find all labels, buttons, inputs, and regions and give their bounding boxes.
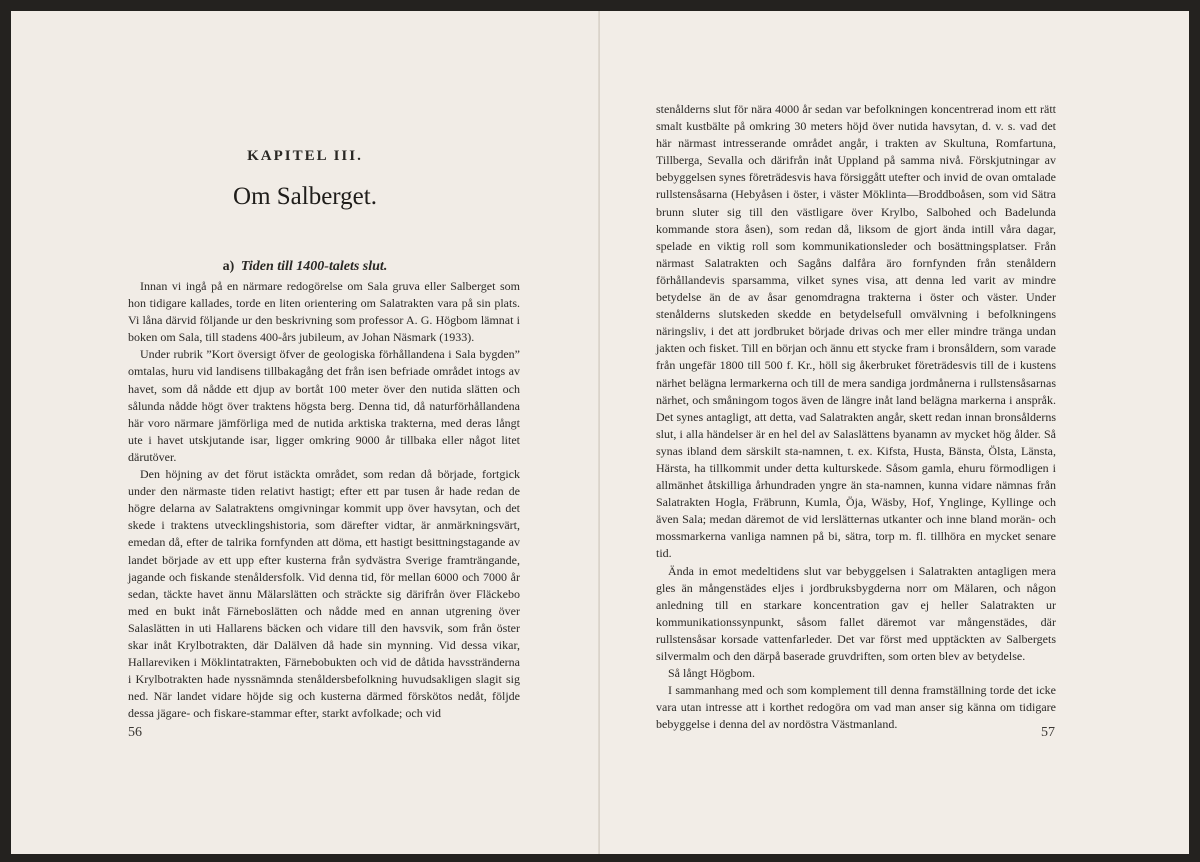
section-label: a) bbox=[222, 259, 235, 274]
paragraph: Innan vi ingå på en närmare redogörelse om Sala gruva eller Salberget som hon tidigare kallades, torde en liten orientering om Salatrakten vara på sin plats. Vi låna därvid följande ur den beskrivning som professor A. G. Högbom lämnat i boken om Sala, till stadens 400-års jubileum, av Johan Näsmark (1933). bbox=[128, 279, 520, 345]
left-body-text bbox=[128, 278, 520, 722]
paragraph: Så långt Högbom. bbox=[668, 666, 755, 681]
chapter-label: KAPITEL III. bbox=[247, 148, 363, 164]
section-heading bbox=[11, 259, 599, 275]
page-number-left: 56 bbox=[128, 725, 142, 740]
right-body-text bbox=[656, 101, 1056, 733]
paragraph: Under rubrik ”Kort översigt öfver de geologiska förhållandena i Sala bygden” omtalas, huru vid landisens tillbakagång det från isen befriade området intogs av havet, som då nådde ett djup av bortåt 100 meter över den nutida slätten och sålunda nådde högt över traktens högsta berg. Denna tid, då naturförhållandena här voro närmare jämförliga med de nutida arktiska trakterna, med deras långt ute i havet utskjutande isar, ligger omkring 9000 år tillbaka eller något litet därutöver. bbox=[128, 347, 520, 464]
page-number-right: 57 bbox=[1041, 725, 1055, 740]
chapter-title: Om Salberget. bbox=[233, 183, 377, 210]
paragraph: I sammanhang med och som komplement till denna framställning torde det icke vara utan intresse att i korthet redogöra om vad man anser sig känna om tidigare bebyggelse i denna del av nordöstra Västmanland. bbox=[656, 683, 1056, 732]
paragraph: stenålderns slut för nära 4000 år sedan var befolkningen koncentrerad inom ett rätt smalt kustbälte på omkring 30 meters höjd över nutida havsytan, d. v. s. vad det här närmast intresserande området angår, i trakten av Skultuna, Romfartuna, Tillberga, Sevalla och därifrån inåt Uppland på samma nivå. Förskjutningar av bebyggelsen synes företrädesvis hava försiggått utefter och invid de ovan omtalade rullstensåsarna (Hebyåsen i öster, i väster Möklinta—Broddboåsen, som vid Sätra brunn sluter sig till den västligare över Krylbo, Salbohed och Badelunda kommande stora åsen), som redan då, liksom de gjort ända intill våra dagar, spelade en viktig roll som kommunikationsleder och bosättningsplatser. Från närmast Salatrakten och Sagåns dalfåra äro fornfynden från stenåldern förhållandevis sparsamma, vilket synes visa, att denna led varit av mindre betydelse än de av åsar genomdragna trakterna i öster och väster. Under stenålderns slutskeden skedde en betydelsefull omvälvning i befolkningens näringsliv, i det att jordbruket började drivas och mer eller mindre tränga undan jakten och fisket. Till en början och ännu ett stycke fram i bronsåldern, som varade från ungefär 1800 till 500 f. Kr., höll sig åkerbruket företrädesvis till de i kustens närhet belägna lermarkerna och till de mera sandiga jordmånerna i rullstensåsarnas närhet, och småningom togos även de längre inåt land belägna markerna i anspråk. Det synes antagligt, att detta, vad Salatrakten angår, skett redan innan bronsålderns slut, i alla händelser är en hel del av Salaslättens byanamn av mycket hög ålder. Så synas ibland dem särskilt sta-namnen, t. ex. Kifsta, Husta, Bänsta, Ölsta, Länsta, Härsta, ha tillkommit under detta kulturskede. Såsom gamla, ehuru förmodligen i allmänhet åtskilliga århundraden yngre än sta-namnen, kunna vidare nämnas från Salatrakten Hogla, Fräbrunn, Kumla, Öja, Wäsby, Hof, Ynglinge, Kyllinge och även Sala; medan däremot de vid lerslätternas utkanter och inne bland morän- och mossmarkerna vanliga namnen på bi, sätra, torp m. fl. tillhöra en mycket senare tid. bbox=[656, 102, 1056, 561]
section-title: Tiden till 1400-talets slut. bbox=[240, 259, 388, 274]
paragraph: Ända in emot medeltidens slut var bebyggelsen i Salatrakten antagligen mera gles än mångenstädes eljes i jordbruksbygderna norr om Mälaren, och någon anledning till en starkare koncentration gav ej heller Salatrakten ur kommunikationssynpunkt, såsom fallet däremot var mångenstädes, där rullstensåsar korsade vattenfarleder. Det var först med upptäckten av Salbergets silvermalm och den därpå baserade gruvdriften, som orten blev av betydelse. bbox=[656, 563, 1056, 663]
paragraph: Den höjning av det förut istäckta området, som redan då började, fortgick under den närmaste tiden relativt hastigt; efter ett par tusen år hade redan de högre delarna av Salatraktens omgivningar kommit upp över havsytan, och det skede i traktens utvecklingshistoria, som därefter vidtar, är anmärkningsvärt, emedan då, efter de talrika fornfynden att döma, ett hastigt besittningstagande av landet började av ett upp efter kusterna från sydvästra Sverige framträngande, jagande och fiskande stenåldersfolk. Vid denna tid, för mellan 6000 och 7000 år sedan, täckte havet ännu Mälarslätten och sträckte sig därifrån över Fläckebo med en bukt inåt Färneboslätten och nådde med en annan utgrening över Salaslätten in uti Hallarens bäcken och vidare till den havsvik, som från öster skar inåt Krylbotrakten, där Dalälven då hade sin mynning. Vid dessa vikar, Hallareviken i Möklintatrakten, Färnebobukten och vid de dåtida havsstränderna i Krylbotrakten hade nyssnämnda stenåldersbefolkning huvudsakligen slagit sig ned. När landet vidare höjde sig och kusterna därmed förskötos nedåt, följde dessa jägare- och fiskare-stammar efter, starkt avfolkade; och vid bbox=[128, 467, 520, 721]
